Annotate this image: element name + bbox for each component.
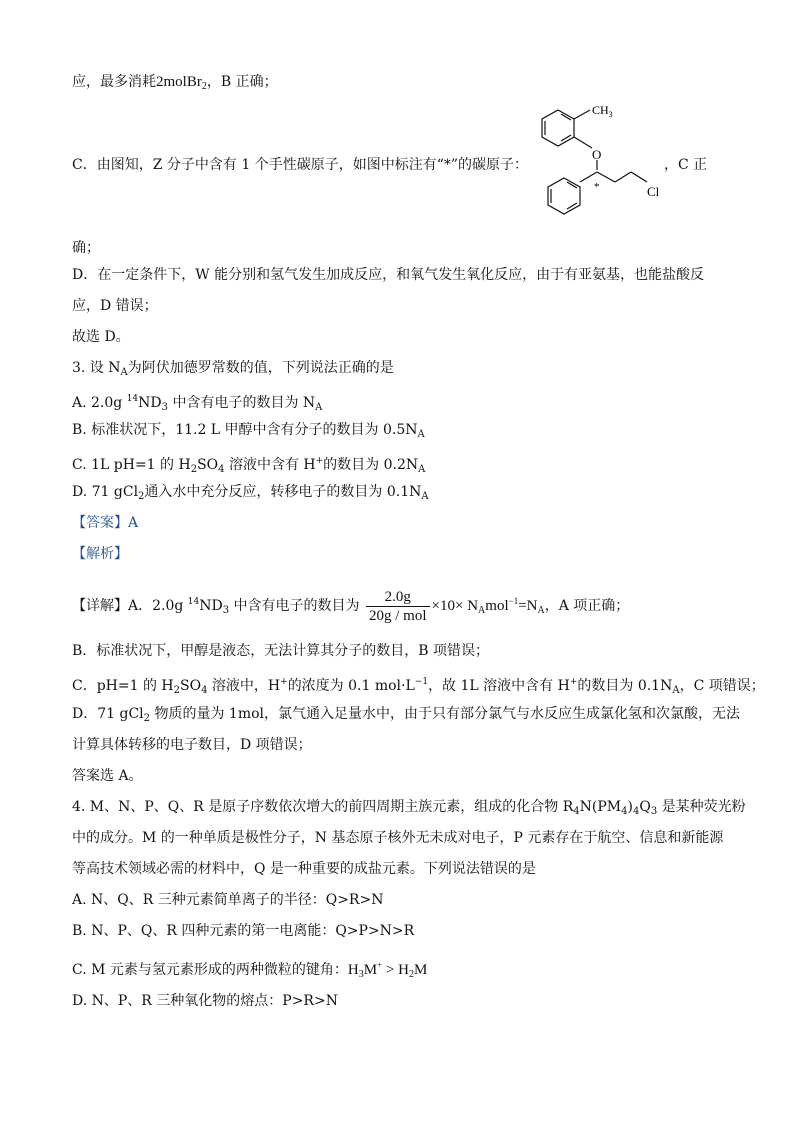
detail-line-b: B．标准状况下，甲醇是液态，无法计算其分子的数目，B 项错误； xyxy=(72,643,490,659)
question-3-option-b: B. 标准状况下，11.2 L 甲醇中含有分子的数目为 $0.5N_A$ xyxy=(72,422,425,440)
question-3-option-a: A. 2.0g $^{14}ND_3$ 中含有电子的数目为 $N_A$ xyxy=(72,394,323,413)
text-segment: 确； xyxy=(72,240,100,256)
question-3-stem: 3. 设 $N_A$为阿伏加德罗常数的值，下列说法正确的是 xyxy=(72,360,394,378)
question-4-option-d: D. N、P、R 三种氧化物的熔点：P>R>N xyxy=(72,993,338,1009)
final-answer: 答案选 A。 xyxy=(72,768,143,784)
detail-line-d2: 计算具体转移的电子数目，D 项错误； xyxy=(72,737,312,753)
paragraph-line-1 xyxy=(72,72,278,97)
paragraph-line-5 xyxy=(72,296,158,316)
paragraph-line-3 xyxy=(72,238,100,258)
chiral-molecule-structure xyxy=(530,98,670,228)
text-segment: 应，最多消耗 xyxy=(72,74,156,90)
paragraph-line-2 xyxy=(72,155,528,175)
text-segment: 故选 D。 xyxy=(72,329,130,345)
chlorine-label: Cl xyxy=(647,184,660,199)
detail-line-a: 【详解】A．2.0g $^{14}ND_3$ 中含有电子的数目为 $\frac{2.0g}{\text{20g / mol}}$ $\times 10\times N_Amol^{-1}=N_A$，A 项正确； xyxy=(72,588,630,624)
paragraph-line-2-end xyxy=(664,155,707,175)
question-3-option-d: D. 71 gCl$_2$通入水中充分反应，转移电子的数目为 $0.1N_A$ xyxy=(72,484,429,502)
analysis-label: 【解析】 xyxy=(72,546,128,562)
formula: 2molBr xyxy=(156,74,202,90)
fraction: $\frac{2.0g}{\text{20g / mol}}$ xyxy=(366,588,430,625)
question-4-stem-3: 等高技术领域必需的材料中，Q 是一种重要的成盐元素。下列说法错误的是 xyxy=(72,861,536,877)
question-3-option-c: C. 1L pH=1 的 $H_2SO_4$ 溶液中含有 H+的数目为 $0.2N_A$ xyxy=(72,456,426,475)
methyl-label: $CH_3$ xyxy=(592,103,613,119)
text-segment: C．由图知，Z 分子中含有 1 个手性碳原子，如图中标注有“*”的碳原子： xyxy=(72,157,529,173)
oxygen-label: O xyxy=(592,147,602,162)
question-4-option-a: A. N、Q、R 三种元素简单离子的半径：Q>R>N xyxy=(72,892,384,908)
question-4-option-c: C. M 元素与氢元素形成的两种微粒的键角：$H_3M^+ > H_2M$ xyxy=(72,960,428,980)
question-4-stem-1: 4. M、N、P、Q、R 是原子序数依次增大的前四周期主族元素，组成的化合物 $R_4N(PM_4)_4Q_3$ 是某种荧光粉 xyxy=(72,799,746,817)
text-segment: ，B 正确； xyxy=(206,74,278,90)
benzene-ring-lower xyxy=(548,178,580,214)
text-segment: D．在一定条件下，W 能分别和氢气发生加成反应，和氧气发生氧化反应，由于有亚氨基，也能盐酸反 xyxy=(72,267,705,283)
paragraph-line-4 xyxy=(72,265,704,285)
answer-label: 【答案】A xyxy=(72,515,139,531)
detail-line-d1: D．71 gCl$_2$ 物质的量为 1mol，氯气通入足量水中，由于只有部分氯气与水反应生成氯化氢和次氯酸，无法 xyxy=(72,706,741,724)
benzene-ring-upper xyxy=(542,110,574,146)
detail-line-c: C．pH=1 的 $H_2SO_4$ 溶液中，H+的浓度为 0.1 $mol\cdot L^{-1}$，故 1L 溶液中含有 H+的数目为 $0.1N_A$，C 项错误； xyxy=(72,677,765,696)
chiral-star-label: * xyxy=(594,181,600,193)
text-segment: 应，D 错误； xyxy=(72,298,158,314)
subscript: 2 xyxy=(201,81,207,92)
question-4-option-b: B. N、P、Q、R 四种元素的第一电离能：Q>P>N>R xyxy=(72,923,415,939)
text-segment: ，C 正 xyxy=(664,157,708,173)
question-4-stem-2: 中的成分。M 的一种单质是极性分子，N 基态原子核外无未成对电子，P 元素存在于航空、信息和新能源 xyxy=(72,830,724,846)
paragraph-line-6 xyxy=(72,327,130,347)
